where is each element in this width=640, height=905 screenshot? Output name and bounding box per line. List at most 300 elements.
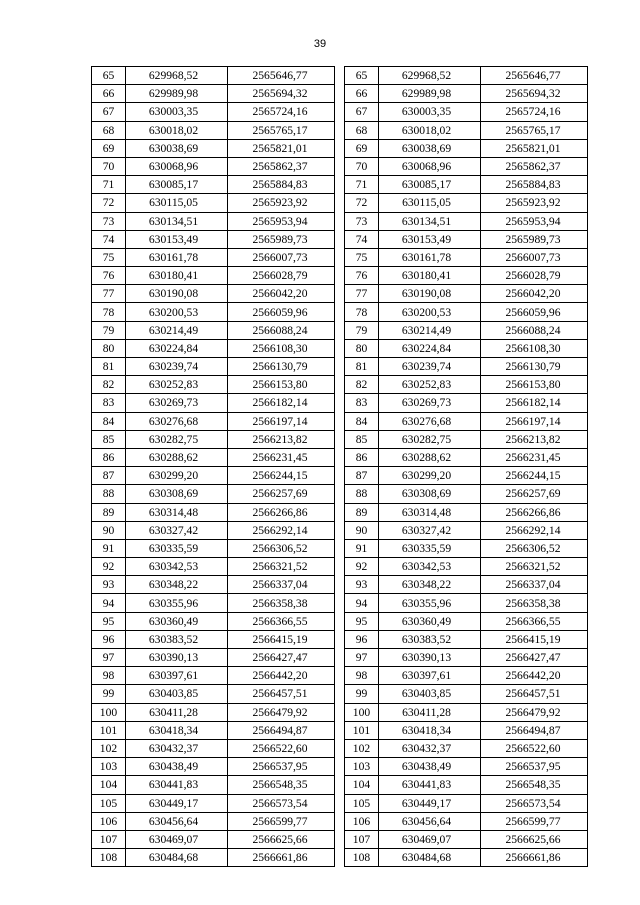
x-coordinate-cell: 629989,98 [379, 85, 481, 103]
x-coordinate-cell: 630068,96 [379, 157, 481, 175]
table-row [345, 248, 588, 266]
y-coordinate-cell: 2566479,92 [481, 703, 588, 721]
point-number-cell: 99 [345, 685, 379, 703]
table-row [92, 267, 335, 285]
point-number-cell: 87 [345, 467, 379, 485]
y-coordinate-cell: 2566292,14 [481, 521, 588, 539]
y-coordinate-cell: 2566306,52 [228, 539, 335, 557]
x-coordinate-cell: 630411,28 [379, 703, 481, 721]
point-number-cell: 107 [92, 830, 126, 848]
table-row [92, 685, 335, 703]
table-row [345, 358, 588, 376]
table-row [345, 667, 588, 685]
table-row [92, 630, 335, 648]
point-number-cell: 101 [92, 721, 126, 739]
point-number-cell: 102 [345, 739, 379, 757]
table-row [345, 67, 588, 85]
point-number-cell: 85 [345, 430, 379, 448]
y-coordinate-cell: 2566573,54 [228, 794, 335, 812]
y-coordinate-cell: 2566257,69 [481, 485, 588, 503]
x-coordinate-cell: 630200,53 [379, 303, 481, 321]
table-row [92, 649, 335, 667]
x-coordinate-cell: 630299,20 [126, 467, 228, 485]
table-row [92, 212, 335, 230]
point-number-cell: 92 [345, 558, 379, 576]
table-row [92, 612, 335, 630]
y-coordinate-cell: 2566257,69 [228, 485, 335, 503]
table-row [92, 576, 335, 594]
table-row [345, 612, 588, 630]
x-coordinate-cell: 630348,22 [126, 576, 228, 594]
table-row [92, 157, 335, 175]
x-coordinate-cell: 630469,07 [379, 830, 481, 848]
point-number-cell: 100 [92, 703, 126, 721]
x-coordinate-cell: 630200,53 [126, 303, 228, 321]
table-row [92, 121, 335, 139]
x-coordinate-cell: 630327,42 [126, 521, 228, 539]
table-row [345, 285, 588, 303]
table-row [345, 267, 588, 285]
x-coordinate-cell: 630432,37 [379, 739, 481, 757]
y-coordinate-cell: 2566548,35 [481, 776, 588, 794]
point-number-cell: 70 [345, 157, 379, 175]
y-coordinate-cell: 2565989,73 [481, 230, 588, 248]
x-coordinate-cell: 630441,83 [126, 776, 228, 794]
table-row [345, 849, 588, 867]
y-coordinate-cell: 2565953,94 [228, 212, 335, 230]
x-coordinate-cell: 630449,17 [379, 794, 481, 812]
point-number-cell: 78 [92, 303, 126, 321]
point-number-cell: 73 [345, 212, 379, 230]
y-coordinate-cell: 2566231,45 [481, 448, 588, 466]
point-number-cell: 77 [92, 285, 126, 303]
x-coordinate-cell: 630314,48 [379, 503, 481, 521]
point-number-cell: 82 [92, 376, 126, 394]
point-number-cell: 77 [345, 285, 379, 303]
x-coordinate-cell: 630018,02 [126, 121, 228, 139]
y-coordinate-cell: 2566625,66 [228, 830, 335, 848]
point-number-cell: 75 [345, 248, 379, 266]
y-coordinate-cell: 2566479,92 [228, 703, 335, 721]
x-coordinate-cell: 630360,49 [126, 612, 228, 630]
x-coordinate-cell: 630252,83 [379, 376, 481, 394]
y-coordinate-cell: 2566108,30 [481, 339, 588, 357]
table-row [345, 630, 588, 648]
point-number-cell: 86 [92, 448, 126, 466]
table-row [345, 230, 588, 248]
y-coordinate-cell: 2566042,20 [228, 285, 335, 303]
table-row [92, 303, 335, 321]
table-row [345, 576, 588, 594]
table-row [345, 194, 588, 212]
x-coordinate-cell: 630085,17 [379, 176, 481, 194]
x-coordinate-cell: 630390,13 [379, 649, 481, 667]
table-row [92, 376, 335, 394]
point-number-cell: 108 [345, 849, 379, 867]
point-number-cell: 67 [345, 103, 379, 121]
x-coordinate-cell: 630308,69 [126, 485, 228, 503]
x-coordinate-cell: 630348,22 [379, 576, 481, 594]
x-coordinate-cell: 630085,17 [126, 176, 228, 194]
x-coordinate-cell: 630161,78 [126, 248, 228, 266]
y-coordinate-cell: 2566213,82 [228, 430, 335, 448]
y-coordinate-cell: 2566153,80 [481, 376, 588, 394]
y-coordinate-cell: 2566244,15 [228, 467, 335, 485]
y-coordinate-cell: 2566661,86 [228, 849, 335, 867]
table-row [92, 358, 335, 376]
y-coordinate-cell: 2565646,77 [228, 67, 335, 85]
point-number-cell: 97 [345, 649, 379, 667]
x-coordinate-cell: 630403,85 [379, 685, 481, 703]
y-coordinate-cell: 2565923,92 [481, 194, 588, 212]
point-number-cell: 94 [345, 594, 379, 612]
table-row [92, 721, 335, 739]
point-number-cell: 105 [345, 794, 379, 812]
table-row [92, 339, 335, 357]
table-row [92, 285, 335, 303]
point-number-cell: 67 [92, 103, 126, 121]
table-row [345, 594, 588, 612]
x-coordinate-cell: 630355,96 [126, 594, 228, 612]
y-coordinate-cell: 2566197,14 [481, 412, 588, 430]
point-number-cell: 83 [92, 394, 126, 412]
x-coordinate-cell: 630456,64 [379, 812, 481, 830]
y-coordinate-cell: 2566358,38 [481, 594, 588, 612]
y-coordinate-cell: 2566028,79 [228, 267, 335, 285]
x-coordinate-cell: 629989,98 [126, 85, 228, 103]
x-coordinate-cell: 630441,83 [379, 776, 481, 794]
x-coordinate-cell: 630314,48 [126, 503, 228, 521]
y-coordinate-cell: 2566007,73 [228, 248, 335, 266]
table-row [92, 248, 335, 266]
x-coordinate-cell: 630456,64 [126, 812, 228, 830]
y-coordinate-cell: 2565862,37 [228, 157, 335, 175]
x-coordinate-cell: 630360,49 [379, 612, 481, 630]
point-number-cell: 107 [345, 830, 379, 848]
x-coordinate-cell: 630276,68 [379, 412, 481, 430]
y-coordinate-cell: 2566292,14 [228, 521, 335, 539]
x-coordinate-cell: 630224,84 [126, 339, 228, 357]
x-coordinate-cell: 630335,59 [379, 539, 481, 557]
table-row [345, 739, 588, 757]
x-coordinate-cell: 630214,49 [126, 321, 228, 339]
y-coordinate-cell: 2566625,66 [481, 830, 588, 848]
x-coordinate-cell: 630239,74 [126, 358, 228, 376]
y-coordinate-cell: 2566197,14 [228, 412, 335, 430]
x-coordinate-cell: 630308,69 [379, 485, 481, 503]
table-row [92, 321, 335, 339]
table-row [345, 776, 588, 794]
x-coordinate-cell: 630438,49 [126, 758, 228, 776]
table-row [345, 812, 588, 830]
table-row [345, 485, 588, 503]
x-coordinate-cell: 630288,62 [126, 448, 228, 466]
table-row [345, 521, 588, 539]
table-row [345, 376, 588, 394]
y-coordinate-cell: 2566548,35 [228, 776, 335, 794]
y-coordinate-cell: 2566182,14 [228, 394, 335, 412]
x-coordinate-cell: 630190,08 [126, 285, 228, 303]
y-coordinate-cell: 2566231,45 [228, 448, 335, 466]
x-coordinate-cell: 630438,49 [379, 758, 481, 776]
table-row [345, 685, 588, 703]
coordinates-table-left [91, 66, 335, 867]
y-coordinate-cell: 2565724,16 [481, 103, 588, 121]
table-row [92, 176, 335, 194]
table-row [345, 558, 588, 576]
point-number-cell: 95 [92, 612, 126, 630]
x-coordinate-cell: 630038,69 [379, 139, 481, 157]
table-row [92, 67, 335, 85]
y-coordinate-cell: 2566537,95 [228, 758, 335, 776]
x-coordinate-cell: 630214,49 [379, 321, 481, 339]
y-coordinate-cell: 2566494,87 [481, 721, 588, 739]
table-row [92, 794, 335, 812]
y-coordinate-cell: 2565923,92 [228, 194, 335, 212]
x-coordinate-cell: 630449,17 [126, 794, 228, 812]
y-coordinate-cell: 2566442,20 [228, 667, 335, 685]
x-coordinate-cell: 630418,34 [379, 721, 481, 739]
point-number-cell: 99 [92, 685, 126, 703]
table-row [92, 394, 335, 412]
table-row [345, 321, 588, 339]
x-coordinate-cell: 630342,53 [126, 558, 228, 576]
y-coordinate-cell: 2565821,01 [481, 139, 588, 157]
y-coordinate-cell: 2566059,96 [228, 303, 335, 321]
table-row [345, 139, 588, 157]
x-coordinate-cell: 630432,37 [126, 739, 228, 757]
point-number-cell: 106 [345, 812, 379, 830]
point-number-cell: 71 [92, 176, 126, 194]
table-row [345, 539, 588, 557]
x-coordinate-cell: 630224,84 [379, 339, 481, 357]
table-row [92, 830, 335, 848]
point-number-cell: 89 [92, 503, 126, 521]
table-row [92, 230, 335, 248]
y-coordinate-cell: 2565765,17 [228, 121, 335, 139]
point-number-cell: 74 [345, 230, 379, 248]
point-number-cell: 78 [345, 303, 379, 321]
x-coordinate-cell: 630383,52 [379, 630, 481, 648]
point-number-cell: 81 [92, 358, 126, 376]
table-row [92, 776, 335, 794]
x-coordinate-cell: 630180,41 [379, 267, 481, 285]
table-row [345, 721, 588, 739]
x-coordinate-cell: 630003,35 [379, 103, 481, 121]
x-coordinate-cell: 630269,73 [379, 394, 481, 412]
point-number-cell: 108 [92, 849, 126, 867]
y-coordinate-cell: 2566321,52 [228, 558, 335, 576]
x-coordinate-cell: 630390,13 [126, 649, 228, 667]
x-coordinate-cell: 630153,49 [126, 230, 228, 248]
y-coordinate-cell: 2566427,47 [481, 649, 588, 667]
y-coordinate-cell: 2566153,80 [228, 376, 335, 394]
point-number-cell: 96 [92, 630, 126, 648]
table-row [92, 594, 335, 612]
table-row [92, 448, 335, 466]
y-coordinate-cell: 2566306,52 [481, 539, 588, 557]
y-coordinate-cell: 2566337,04 [228, 576, 335, 594]
table-row [92, 139, 335, 157]
x-coordinate-cell: 630403,85 [126, 685, 228, 703]
point-number-cell: 103 [92, 758, 126, 776]
point-number-cell: 73 [92, 212, 126, 230]
table-row [345, 830, 588, 848]
table-row [92, 703, 335, 721]
point-number-cell: 104 [345, 776, 379, 794]
x-coordinate-cell: 630342,53 [379, 558, 481, 576]
point-number-cell: 68 [92, 121, 126, 139]
x-coordinate-cell: 629968,52 [379, 67, 481, 85]
x-coordinate-cell: 630134,51 [126, 212, 228, 230]
x-coordinate-cell: 630411,28 [126, 703, 228, 721]
point-number-cell: 102 [92, 739, 126, 757]
x-coordinate-cell: 630153,49 [379, 230, 481, 248]
point-number-cell: 80 [345, 339, 379, 357]
x-coordinate-cell: 630252,83 [126, 376, 228, 394]
point-number-cell: 92 [92, 558, 126, 576]
y-coordinate-cell: 2566130,79 [228, 358, 335, 376]
table-row [345, 503, 588, 521]
point-number-cell: 106 [92, 812, 126, 830]
table-row [92, 467, 335, 485]
y-coordinate-cell: 2566415,19 [228, 630, 335, 648]
y-coordinate-cell: 2566457,51 [228, 685, 335, 703]
x-coordinate-cell: 630115,05 [126, 194, 228, 212]
y-coordinate-cell: 2566213,82 [481, 430, 588, 448]
point-number-cell: 105 [92, 794, 126, 812]
table-row [345, 176, 588, 194]
point-number-cell: 88 [345, 485, 379, 503]
point-number-cell: 80 [92, 339, 126, 357]
point-number-cell: 104 [92, 776, 126, 794]
point-number-cell: 87 [92, 467, 126, 485]
point-number-cell: 83 [345, 394, 379, 412]
table-row [345, 103, 588, 121]
x-coordinate-cell: 630018,02 [379, 121, 481, 139]
point-number-cell: 84 [92, 412, 126, 430]
point-number-cell: 90 [92, 521, 126, 539]
x-coordinate-cell: 630484,68 [379, 849, 481, 867]
point-number-cell: 97 [92, 649, 126, 667]
point-number-cell: 101 [345, 721, 379, 739]
x-coordinate-cell: 630397,61 [379, 667, 481, 685]
y-coordinate-cell: 2566130,79 [481, 358, 588, 376]
y-coordinate-cell: 2565765,17 [481, 121, 588, 139]
point-number-cell: 98 [92, 667, 126, 685]
point-number-cell: 69 [92, 139, 126, 157]
x-coordinate-cell: 630190,08 [379, 285, 481, 303]
table-row [92, 103, 335, 121]
point-number-cell: 69 [345, 139, 379, 157]
table-row [345, 794, 588, 812]
y-coordinate-cell: 2566442,20 [481, 667, 588, 685]
y-coordinate-cell: 2566522,60 [481, 739, 588, 757]
table-row [345, 339, 588, 357]
table-row [92, 758, 335, 776]
y-coordinate-cell: 2566494,87 [228, 721, 335, 739]
point-number-cell: 93 [92, 576, 126, 594]
point-number-cell: 66 [345, 85, 379, 103]
x-coordinate-cell: 630068,96 [126, 157, 228, 175]
point-number-cell: 95 [345, 612, 379, 630]
y-coordinate-cell: 2565821,01 [228, 139, 335, 157]
y-coordinate-cell: 2565989,73 [228, 230, 335, 248]
y-coordinate-cell: 2566007,73 [481, 248, 588, 266]
table-row [345, 212, 588, 230]
x-coordinate-cell: 630276,68 [126, 412, 228, 430]
table-row [345, 121, 588, 139]
point-number-cell: 66 [92, 85, 126, 103]
table-row [345, 394, 588, 412]
table-row [345, 467, 588, 485]
y-coordinate-cell: 2566266,86 [481, 503, 588, 521]
point-number-cell: 74 [92, 230, 126, 248]
y-coordinate-cell: 2566573,54 [481, 794, 588, 812]
table-row [92, 485, 335, 503]
point-number-cell: 79 [345, 321, 379, 339]
y-coordinate-cell: 2566457,51 [481, 685, 588, 703]
y-coordinate-cell: 2566042,20 [481, 285, 588, 303]
y-coordinate-cell: 2565646,77 [481, 67, 588, 85]
point-number-cell: 65 [92, 67, 126, 85]
table-row [92, 667, 335, 685]
x-coordinate-cell: 630161,78 [379, 248, 481, 266]
point-number-cell: 81 [345, 358, 379, 376]
y-coordinate-cell: 2566522,60 [228, 739, 335, 757]
table-row [345, 85, 588, 103]
point-number-cell: 75 [92, 248, 126, 266]
y-coordinate-cell: 2566088,24 [481, 321, 588, 339]
x-coordinate-cell: 630288,62 [379, 448, 481, 466]
x-coordinate-cell: 629968,52 [126, 67, 228, 85]
table-row [345, 649, 588, 667]
point-number-cell: 103 [345, 758, 379, 776]
y-coordinate-cell: 2565694,32 [481, 85, 588, 103]
y-coordinate-cell: 2565884,83 [481, 176, 588, 194]
table-row [92, 539, 335, 557]
x-coordinate-cell: 630383,52 [126, 630, 228, 648]
table-row [92, 739, 335, 757]
table-row [92, 194, 335, 212]
table-row [92, 430, 335, 448]
table-row [345, 703, 588, 721]
table-row [345, 303, 588, 321]
y-coordinate-cell: 2566599,77 [228, 812, 335, 830]
point-number-cell: 71 [345, 176, 379, 194]
y-coordinate-cell: 2566244,15 [481, 467, 588, 485]
page-number: 39 [313, 38, 327, 50]
point-number-cell: 88 [92, 485, 126, 503]
point-number-cell: 76 [345, 267, 379, 285]
y-coordinate-cell: 2566182,14 [481, 394, 588, 412]
table-row [345, 758, 588, 776]
y-coordinate-cell: 2566337,04 [481, 576, 588, 594]
point-number-cell: 96 [345, 630, 379, 648]
point-number-cell: 82 [345, 376, 379, 394]
point-number-cell: 98 [345, 667, 379, 685]
point-number-cell: 94 [92, 594, 126, 612]
x-coordinate-cell: 630335,59 [126, 539, 228, 557]
y-coordinate-cell: 2565953,94 [481, 212, 588, 230]
x-coordinate-cell: 630418,34 [126, 721, 228, 739]
point-number-cell: 93 [345, 576, 379, 594]
x-coordinate-cell: 630038,69 [126, 139, 228, 157]
y-coordinate-cell: 2566366,55 [481, 612, 588, 630]
point-number-cell: 100 [345, 703, 379, 721]
y-coordinate-cell: 2566088,24 [228, 321, 335, 339]
y-coordinate-cell: 2566108,30 [228, 339, 335, 357]
